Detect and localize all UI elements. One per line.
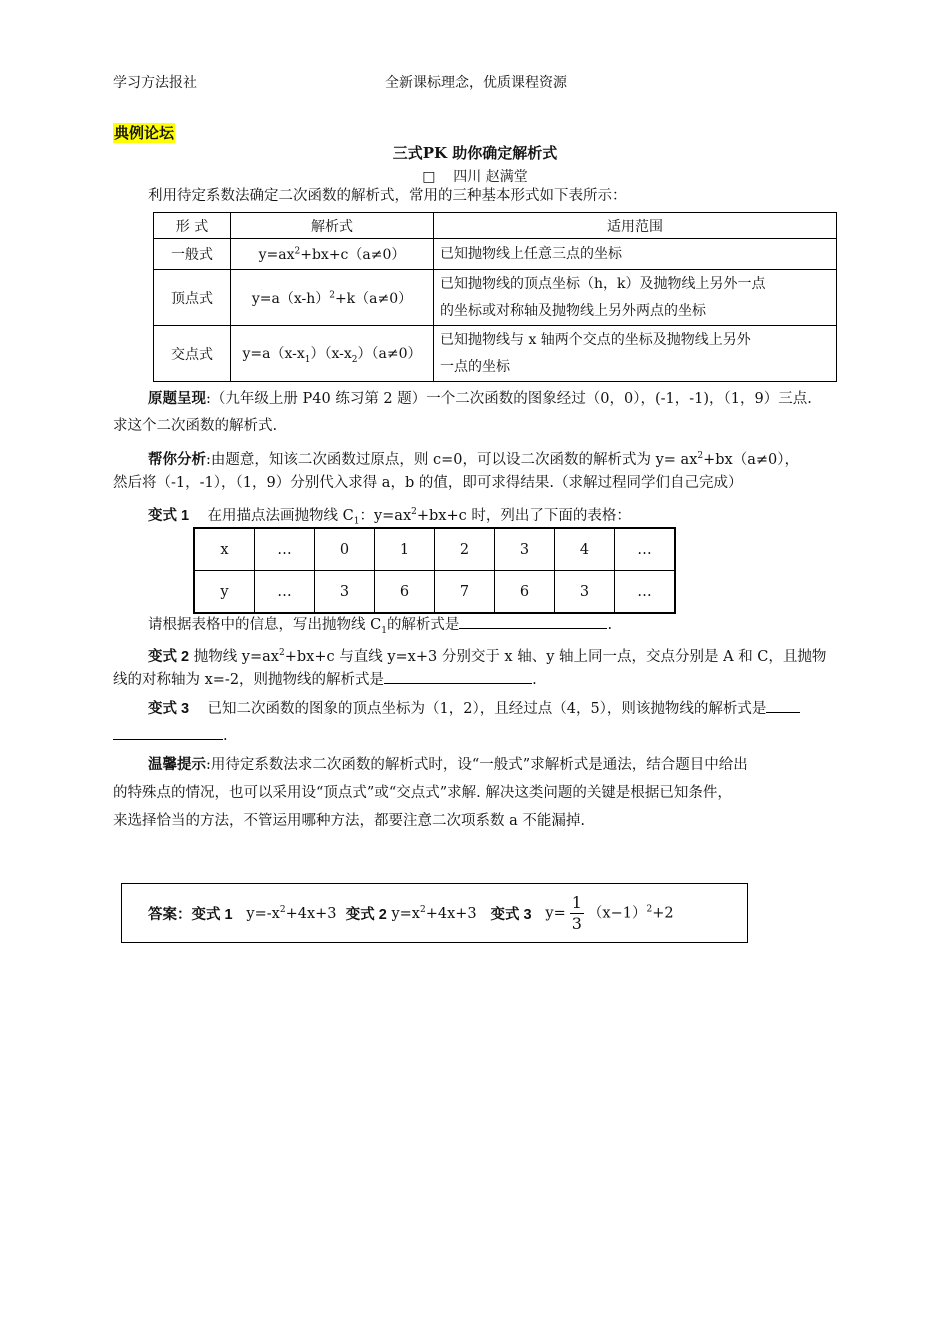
table-row bbox=[194, 571, 675, 614]
variant2-line2: 线的对称轴为 x=-2，则抛物线的解析式是 . bbox=[113, 667, 850, 694]
answer-blank[interactable] bbox=[766, 698, 800, 713]
header-form: 形 式 bbox=[154, 213, 231, 239]
answers-label: 答案： bbox=[148, 906, 192, 923]
x-cell: … bbox=[615, 528, 676, 571]
formula: $y=a(x-h)^2+k(a\ne 0)$ bbox=[231, 270, 434, 326]
header-center: 全新课标理念，优质课程资源 bbox=[385, 75, 567, 91]
answers-content bbox=[148, 884, 674, 942]
y-cell: 3 bbox=[315, 571, 375, 614]
answer-blank[interactable] bbox=[459, 614, 607, 629]
forms-table-header bbox=[154, 213, 837, 239]
header-range: 适用范围 bbox=[434, 213, 837, 239]
variant3-line2: . bbox=[113, 723, 850, 750]
tip-line2: 的特殊点的情况，也可以采用设“顶点式”或“交点式”求解. 解决这类问题的关键是根据已知条件， bbox=[113, 785, 732, 801]
variant2-label: 变式 2 bbox=[148, 648, 190, 665]
answers-box bbox=[121, 883, 748, 943]
author-box: □ bbox=[422, 169, 436, 185]
original-problem: 原题呈现:（九年级上册 P40 练习第 2 题）一个二次函数的图象经过（0，0），(-1，-1)，（1，9）三点. bbox=[148, 391, 812, 407]
y-cell: 6 bbox=[495, 571, 555, 614]
table-row bbox=[154, 326, 837, 382]
formula: $y=ax^2+bx+c(a\ne 0)$ bbox=[231, 239, 434, 270]
section-tag: 典例论坛 bbox=[114, 124, 175, 142]
original-label: 原题呈现 bbox=[148, 391, 206, 407]
tip: 温馨提示:用待定系数法求二次函数的解析式时，设“一般式”求解析式是通法，结合题目中给出 bbox=[148, 757, 748, 773]
range: 已知抛物线与 x 轴两个交点的坐标及抛物线上另外 一点的坐标 bbox=[434, 326, 837, 382]
answer-blank[interactable] bbox=[384, 669, 532, 684]
x-label: x bbox=[194, 528, 255, 571]
article-title: 三式PK 助你确定解析式 bbox=[392, 144, 558, 162]
y-cell: 7 bbox=[435, 571, 495, 614]
intro-paragraph: 利用待定系数法确定二次函数的解析式，常用的三种基本形式如下表所示： bbox=[148, 188, 627, 204]
variant1-text: 变式 1 在用描点法画抛物线 $C_1$：$y=ax^2+bx+c$ 时，列出了下面的表格： bbox=[148, 507, 631, 527]
answer-v2: $y=x^2+4x+3$ bbox=[391, 904, 477, 922]
x-cell: … bbox=[255, 528, 315, 571]
y-cell: … bbox=[255, 571, 315, 614]
header-formula: 解析式 bbox=[231, 213, 434, 239]
forms-table bbox=[153, 212, 837, 382]
tip-label: 温馨提示 bbox=[148, 757, 206, 773]
analysis-line2: 然后将（-1，-1），（1，9）分别代入求得 a，b 的值，即可求得结果.（求解过程同学们自己完成） bbox=[113, 475, 743, 491]
variant1-question: 请根据表格中的信息，写出抛物线 $C_1$的解析式是 . bbox=[113, 612, 850, 645]
analysis-label: 帮你分析 bbox=[148, 451, 206, 468]
fraction: $\frac{1}{3}$ bbox=[571, 892, 582, 933]
table-row bbox=[154, 239, 837, 270]
analysis: 帮你分析:由题意，知该二次函数过原点，则 c=0，可以设二次函数的解析式为 $y= ax^2+bx(a\ne 0)$， bbox=[148, 451, 799, 468]
variant1-label: 变式 1 bbox=[148, 507, 190, 524]
x-cell: 4 bbox=[555, 528, 615, 571]
table-row bbox=[194, 528, 675, 571]
x-cell: 0 bbox=[315, 528, 375, 571]
y-cell: … bbox=[615, 571, 676, 614]
form-name: 顶点式 bbox=[154, 270, 231, 326]
variant3-text: 变式 3 已知二次函数的图象的顶点坐标为（1，2），且经过点（4，5），则该抛物线的解析式是 bbox=[113, 696, 850, 723]
y-cell: 3 bbox=[555, 571, 615, 614]
answer-v2-label: 变式 2 bbox=[345, 906, 387, 923]
y-cell: 6 bbox=[375, 571, 435, 614]
header-left: 学习方法报社 bbox=[113, 75, 197, 91]
answer-v1: $y=-x^2+4x+3$ bbox=[246, 904, 337, 922]
author-name: 四川 赵满堂 bbox=[453, 169, 528, 185]
answer-v3: y= $\frac{1}{3}$ $(x-1)^2+2$ bbox=[545, 892, 674, 933]
formula: $y=a(x-x_1)(x-x_2)(a\ne 0)$ bbox=[231, 326, 434, 382]
variant2-text: 变式 2 抛物线 $y=ax^2+bx+c$ 与直线 y=x+3 分别交于 x 轴、y 轴上同一点，交点分别是 A 和 C，且抛物 bbox=[148, 648, 827, 665]
tip-line3: 来选择恰当的方法，不管运用哪种方法，都要注意二次项系数 a 不能漏掉. bbox=[113, 813, 585, 829]
answer-v3-label: 变式 3 bbox=[490, 906, 532, 923]
variant3-label: 变式 3 bbox=[148, 701, 190, 717]
table-row bbox=[154, 270, 837, 326]
answer-blank[interactable] bbox=[113, 725, 223, 740]
xy-table bbox=[193, 527, 676, 614]
x-cell: 2 bbox=[435, 528, 495, 571]
range: 已知抛物线的顶点坐标（h，k）及抛物线上另外一点 的坐标或对称轴及抛物线上另外两点的坐标 bbox=[434, 270, 837, 326]
range: 已知抛物线上任意三点的坐标 bbox=[434, 239, 837, 270]
form-name: 交点式 bbox=[154, 326, 231, 382]
form-name: 一般式 bbox=[154, 239, 231, 270]
x-cell: 3 bbox=[495, 528, 555, 571]
answer-v1-label: 变式 1 bbox=[191, 906, 233, 923]
original-problem-line2: 求这个二次函数的解析式. bbox=[113, 418, 278, 434]
x-cell: 1 bbox=[375, 528, 435, 571]
y-label: y bbox=[194, 571, 255, 614]
